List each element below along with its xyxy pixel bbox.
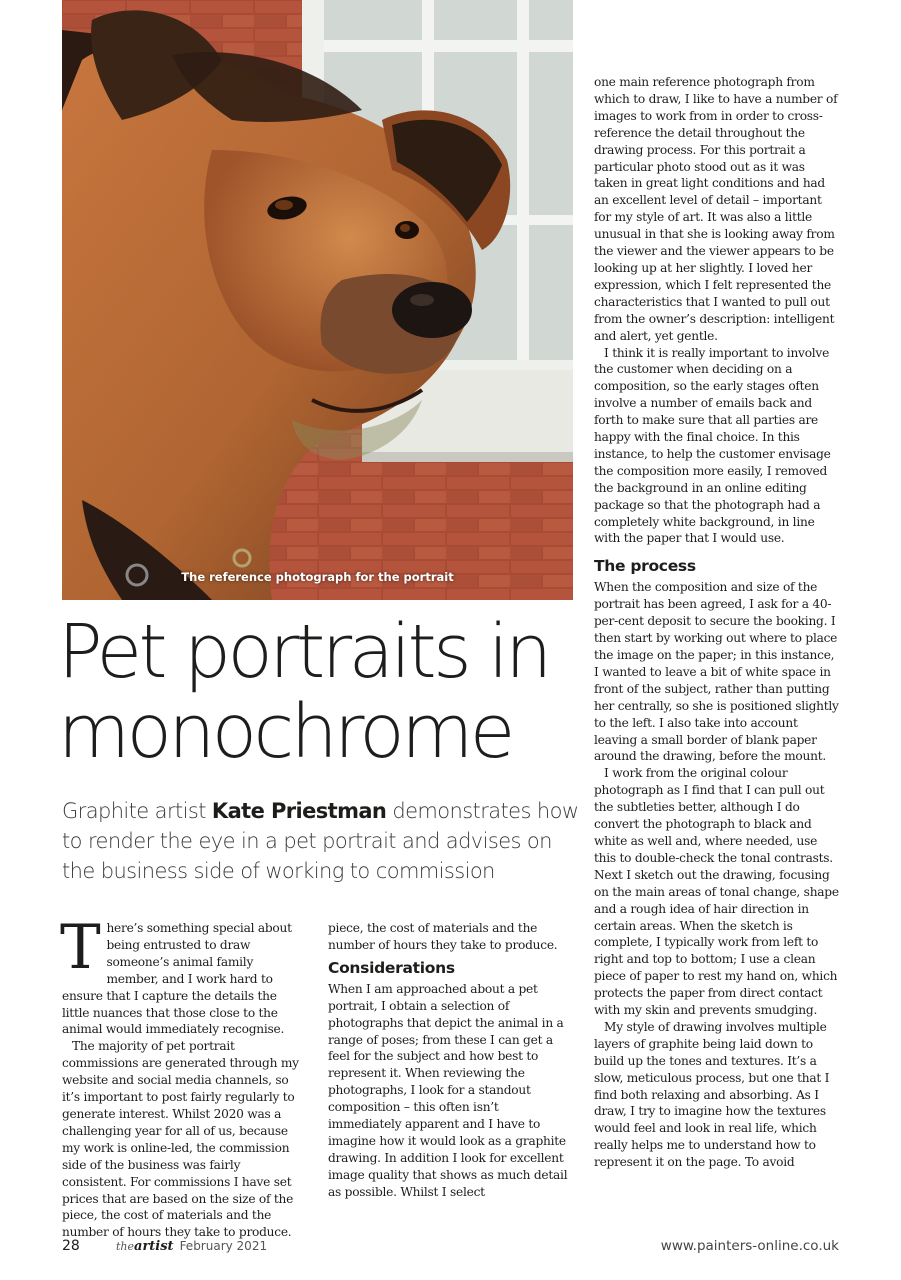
reference-photo: [62, 0, 573, 600]
paragraph-process: When the composition and size of the portrait has been agreed, I ask for a 40-per-cent deposit to secure the booking. I then start by working out where to place the image on the paper; in this instance, I wanted to leave a bit of white space in front of the subject, rather than putting her centrally, so she is positioned slightly to the left. I also take into account leaving a small border of blank paper around the drawing, before the mount.: [594, 580, 839, 764]
title-line-1: Pet portraits in: [58, 609, 549, 695]
magazine-name: [116, 1239, 267, 1254]
standfirst: [62, 796, 582, 886]
article-title: [58, 609, 578, 775]
author-name: Kate Priestman: [211, 799, 387, 823]
standfirst-pre: Graphite artist: [62, 799, 212, 823]
paragraph-considerations: When I am approached about a pet portrait, I obtain a selection of photographs that depict the animal in a range of poses; from these I can get a feel for the subject and how best to represent it. When reviewing the photographs, I look for a standout composition – this often isn’t immediately apparent and I have to imagine how it would look as a graphite drawing. In addition I look for excellent image quality that shows as much detail as possible. Whilst I select: [328, 981, 568, 1199]
intro-paragraph: [60, 912, 302, 1038]
dropcap: T: [60, 912, 101, 983]
mag-the: the: [116, 1240, 135, 1253]
dog-photo-illustration: [62, 0, 573, 600]
paragraph-colour-photo: I work from the original colour photograph as I find that I can pull out the subtleties better, although I do convert the photograph to black and white as well and, where needed, use this to double-check the tonal contrasts. Next I sketch out the drawing, focusing on the main areas of tonal change, shape and a rough idea of hair direction in certain areas. When the sketch is complete, I typically work from left to right and top to bottom; I use a clean piece of paper to rest my hand on, which protects the paper from direct contact with my skin and prevents smudging.: [594, 766, 839, 1018]
photo-caption: The reference photograph for the portrait: [181, 570, 454, 584]
paragraph-style: My style of drawing involves multiple layers of graphite being laid down to build up the tones and textures. It’s a slow, meticulous process, but one that I find both relaxing and absorbing. As I draw, I try to imagine how the textures would feel and look in real life, which really helps me to understand how to represent it on the page. To avoid: [594, 1019, 830, 1170]
body-column-2: [328, 920, 568, 1201]
col2-continued: [328, 920, 568, 1201]
title-line-2: monochrome: [58, 689, 512, 775]
issue-date: February 2021: [179, 1239, 268, 1253]
heading-process: The process: [594, 557, 696, 576]
paragraph-customer: I think it is really important to involve the customer when deciding on a composition, so the early stages often involve a number of emails back and forth to make sure that all parties are happy with the final choice. In this instance, to help the customer envisage the composition more easily, I removed the background in an online editing package so that the photograph had a completely white background, in line with the paper that I would use.: [594, 345, 831, 546]
body-column-3: [594, 74, 840, 1171]
heading-considerations: Considerations: [328, 958, 455, 977]
mag-artist: artist: [134, 1239, 174, 1254]
standfirst-post: demonstrates how to render the eye in a pet portrait and advises on the business side of working to commission: [62, 799, 579, 883]
paragraph-commissions-cont: piece, the cost of materials and the number of hours they take to produce.: [328, 921, 558, 952]
intro-text: here’s something special about being entrusted to draw someone’s animal family member, and I work hard to ensure that I capture the details the little nuances that those close to the animal would immediately recognise.: [62, 921, 292, 1037]
paragraph-considerations-cont: one main reference photograph from which to draw, I like to have a number of images to work from in order to cross-reference the detail throughout the drawing process. For this portrait a particular photo stood out as it was taken in great light conditions and had an excellent level of detail – important for my style of art. It was also a little unusual in that she is looking away from the viewer and the viewer appears to be looking up at her slightly. I loved her expression, which I felt represented the characteristics that I wanted to pull out from the owner’s description: intelligent and alert, yet gentle.: [594, 75, 838, 343]
body-column-1: [60, 912, 302, 1241]
website-link[interactable]: www.painters-online.co.uk: [660, 1238, 839, 1254]
page-number: 28: [62, 1238, 80, 1254]
paragraph-commissions: The majority of pet portrait commissions are generated through my website and social media channels, so it’s important to post fairly regularly to generate interest. Whilst 2020 was a challenging year for all of us, because my work is online-led, the commission side of the business was fairly consistent. For commissions I have set prices that are based on the size of the piece, the cost of materials and the number of hours they take to produce.: [62, 1039, 299, 1240]
page-footer: [62, 1238, 839, 1258]
